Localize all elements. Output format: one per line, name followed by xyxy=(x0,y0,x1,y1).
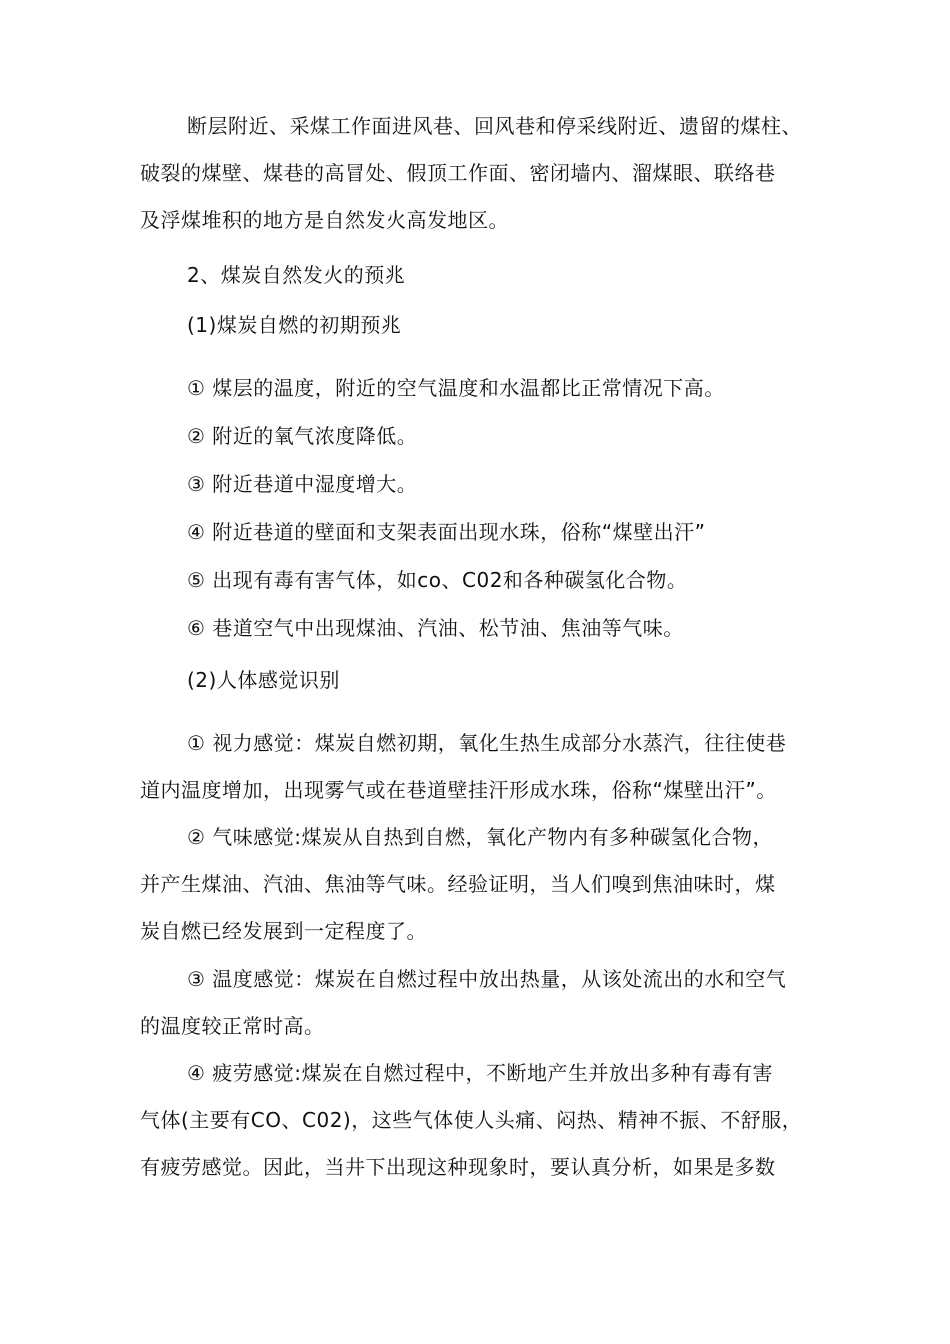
text-line: 有疲劳感觉。因此，当井下出现这种现象时，要认真分析，如果是多数 xyxy=(140,1155,776,1179)
text-line: ④ 疲劳感觉:煤炭在自燃过程中，不断地产生并放出多种有毒有害 xyxy=(187,1061,774,1085)
list-item: ⑥ 巷道空气中出现煤油、汽油、松节油、焦油等气味。 xyxy=(187,616,684,640)
list-item: ① 煤层的温度，附近的空气温度和水温都比正常情况下高。 xyxy=(187,376,725,400)
list-item: ④ 附近巷道的壁面和支架表面出现水珠，俗称“煤壁出汗” xyxy=(187,520,706,544)
text-line: 道内温度增加，出现雾气或在巷道壁挂汗形成水珠，俗称“煤壁出汗”。 xyxy=(140,778,777,802)
text-line: ② 气味感觉:煤炭从自热到自燃，氧化产物内有多种碳氢化合物， xyxy=(187,825,774,849)
subsection-heading: (2)人体感觉识别 xyxy=(187,668,340,692)
text-line: ① 视力感觉：煤炭自燃初期，氧化生热生成部分水蒸汽，往往使巷 xyxy=(187,731,787,755)
text-line: 破裂的煤壁、煤巷的高冒处、假顶工作面、密闭墙内、溜煤眼、联络巷 xyxy=(140,161,776,185)
text-line: ③ 温度感觉：煤炭在自燃过程中放出热量，从该处流出的水和空气 xyxy=(187,967,787,991)
text-line: 炭自燃已经发展到一定程度了。 xyxy=(140,919,427,943)
section-heading: 2、煤炭自然发火的预兆 xyxy=(187,263,406,287)
text-line: 气体(主要有CO、C02)，这些气体使人头痛、闷热、精神不振、不舒服， xyxy=(140,1108,803,1132)
text-line: 并产生煤油、汽油、焦油等气味。经验证明，当人们嗅到焦油味时，煤 xyxy=(140,872,776,896)
subsection-heading: (1)煤炭自燃的初期预兆 xyxy=(187,313,402,337)
list-item: ② 附近的氧气浓度降低。 xyxy=(187,424,418,448)
text-line: 断层附近、采煤工作面进风巷、回风巷和停采线附近、遗留的煤柱、 xyxy=(187,114,802,138)
text-line: 的温度较正常时高。 xyxy=(140,1014,325,1038)
list-item: ⑤ 出现有毒有害气体，如co、C02和各种碳氢化合物。 xyxy=(187,568,688,592)
text-line: 及浮煤堆积的地方是自然发火高发地区。 xyxy=(140,208,509,232)
list-item: ③ 附近巷道中湿度增大。 xyxy=(187,472,418,496)
